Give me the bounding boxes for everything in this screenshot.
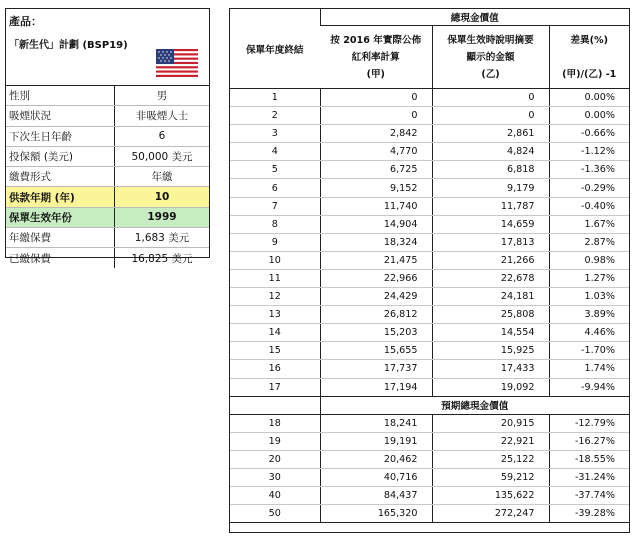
col-header-difference: 差異(%) (甲)/(乙) -1 (549, 26, 629, 89)
cell-year: 20 (230, 450, 320, 468)
info-row (6, 187, 209, 207)
cell-actual: 14,904 (320, 215, 432, 233)
cell-year: 15 (230, 342, 320, 360)
cell-actual: 15,655 (320, 342, 432, 360)
cell-year: 8 (230, 215, 320, 233)
table-row (230, 342, 629, 360)
cell-illustrated: 59,212 (432, 468, 549, 486)
cell-difference: 0.98% (549, 251, 629, 269)
cell-year: 12 (230, 288, 320, 306)
cell-year: 18 (230, 414, 320, 432)
cell-illustrated: 25,122 (432, 450, 549, 468)
cell-illustrated: 14,659 (432, 215, 549, 233)
cell-actual: 22,966 (320, 269, 432, 287)
cell-illustrated: 2,861 (432, 125, 549, 143)
cell-illustrated: 135,622 (432, 486, 549, 504)
cell-illustrated: 272,247 (432, 505, 549, 523)
cell-difference: 1.67% (549, 215, 629, 233)
info-label: 繳費形式 (6, 167, 115, 187)
table-row (230, 414, 629, 432)
info-row (6, 207, 209, 227)
cell-illustrated: 6,818 (432, 161, 549, 179)
cell-difference: 1.27% (549, 269, 629, 287)
cell-year: 9 (230, 233, 320, 251)
cell-difference: 1.74% (549, 360, 629, 378)
cell-year: 40 (230, 486, 320, 504)
cash-value-table (230, 9, 629, 523)
cell-year: 19 (230, 432, 320, 450)
cell-illustrated: 21,266 (432, 251, 549, 269)
info-label: 供款年期 (年) (6, 187, 115, 207)
info-value: 50,000 美元 (115, 146, 210, 166)
info-row (6, 248, 209, 268)
cell-difference: 4.46% (549, 324, 629, 342)
cell-difference: -37.74% (549, 486, 629, 504)
info-row (6, 126, 209, 146)
cell-actual: 4,770 (320, 143, 432, 161)
us-flag-icon (156, 49, 198, 77)
col-header-actual: 按 2016 年實際公佈 紅利率計算 (甲) (320, 26, 432, 89)
table-row (230, 251, 629, 269)
cell-actual: 11,740 (320, 197, 432, 215)
cell-actual: 19,191 (320, 432, 432, 450)
info-row (6, 146, 209, 166)
group-header-projected: 預期總現金價值 (320, 396, 629, 414)
info-value: 年繳 (115, 167, 210, 187)
cell-actual: 2,842 (320, 125, 432, 143)
table-row (230, 269, 629, 287)
table-row (230, 378, 629, 396)
info-label: 下次生日年齡 (6, 126, 115, 146)
info-value: 男 (115, 86, 210, 106)
cell-year: 14 (230, 324, 320, 342)
cell-difference: -0.29% (549, 179, 629, 197)
cell-actual: 20,462 (320, 450, 432, 468)
table-row (230, 107, 629, 125)
table-row (230, 468, 629, 486)
table-row (230, 197, 629, 215)
cell-difference: -1.70% (549, 342, 629, 360)
table-row (230, 450, 629, 468)
cell-difference: -16.27% (549, 432, 629, 450)
cell-actual: 84,437 (320, 486, 432, 504)
cell-illustrated: 17,433 (432, 360, 549, 378)
info-label: 投保額 (美元) (6, 146, 115, 166)
table-row (230, 179, 629, 197)
table-row (230, 161, 629, 179)
cell-illustrated: 0 (432, 107, 549, 125)
cell-illustrated: 9,179 (432, 179, 549, 197)
cell-year: 3 (230, 125, 320, 143)
cell-difference: 3.89% (549, 306, 629, 324)
cell-year: 10 (230, 251, 320, 269)
table-row (230, 215, 629, 233)
col-header-illustrated: 保單生效時說明摘要 顯示的金額 (乙) (432, 26, 549, 89)
product-header (6, 9, 209, 86)
cell-year: 2 (230, 107, 320, 125)
info-value: 1999 (115, 207, 210, 227)
cell-year: 11 (230, 269, 320, 287)
info-row (6, 228, 209, 248)
cell-year: 30 (230, 468, 320, 486)
cell-year: 4 (230, 143, 320, 161)
cell-actual: 17,194 (320, 378, 432, 396)
info-value: 6 (115, 126, 210, 146)
cell-difference: -39.28% (549, 505, 629, 523)
cell-year: 5 (230, 161, 320, 179)
cell-difference: 0.00% (549, 107, 629, 125)
projected-rows (230, 414, 629, 523)
info-row (6, 167, 209, 187)
table-row (230, 233, 629, 251)
cell-difference: -1.36% (549, 161, 629, 179)
info-value: 10 (115, 187, 210, 207)
cell-difference: 2.87% (549, 233, 629, 251)
cell-actual: 24,429 (320, 288, 432, 306)
cell-year: 1 (230, 89, 320, 107)
cell-actual: 0 (320, 89, 432, 107)
cell-illustrated: 22,678 (432, 269, 549, 287)
cell-actual: 17,737 (320, 360, 432, 378)
cell-actual: 9,152 (320, 179, 432, 197)
cell-year: 6 (230, 179, 320, 197)
cell-illustrated: 25,808 (432, 306, 549, 324)
cell-illustrated: 11,787 (432, 197, 549, 215)
cell-difference: -0.66% (549, 125, 629, 143)
cell-illustrated: 19,092 (432, 378, 549, 396)
table-row (230, 486, 629, 504)
group-header-total-cash-value: 總現金價值 (320, 9, 629, 26)
cell-difference: -12.79% (549, 414, 629, 432)
cell-actual: 21,475 (320, 251, 432, 269)
cell-difference: -18.55% (549, 450, 629, 468)
col-header-year: 保單年度終結 (230, 9, 320, 89)
table-row (230, 505, 629, 523)
cell-year: 16 (230, 360, 320, 378)
policy-info-table (6, 86, 209, 268)
cell-year: 7 (230, 197, 320, 215)
info-row (6, 106, 209, 126)
info-label: 年繳保費 (6, 228, 115, 248)
cell-actual: 15,203 (320, 324, 432, 342)
info-label: 性別 (6, 86, 115, 106)
cell-actual: 26,812 (320, 306, 432, 324)
table-row (230, 125, 629, 143)
cell-year: 13 (230, 306, 320, 324)
cell-illustrated: 20,915 (432, 414, 549, 432)
cell-illustrated: 0 (432, 89, 549, 107)
actual-rows (230, 89, 629, 397)
product-name: 「新生代」計劃 (BSP19) (9, 40, 128, 51)
table-row (230, 288, 629, 306)
info-value: 非吸煙人士 (115, 106, 210, 126)
cell-illustrated: 15,925 (432, 342, 549, 360)
cell-difference: -0.40% (549, 197, 629, 215)
info-label: 吸煙狀況 (6, 106, 115, 126)
product-label: 產品： (9, 15, 42, 28)
table-row (230, 360, 629, 378)
table-row (230, 143, 629, 161)
table-row (230, 306, 629, 324)
cell-illustrated: 14,554 (432, 324, 549, 342)
cell-actual: 18,241 (320, 414, 432, 432)
info-value: 1,683 美元 (115, 228, 210, 248)
cell-actual: 0 (320, 107, 432, 125)
table-row (230, 432, 629, 450)
cell-year: 17 (230, 378, 320, 396)
cell-illustrated: 17,813 (432, 233, 549, 251)
info-label: 已繳保費 (9, 252, 51, 265)
cell-difference: 0.00% (549, 89, 629, 107)
cell-illustrated: 24,181 (432, 288, 549, 306)
cell-difference: 1.03% (549, 288, 629, 306)
cell-actual: 165,320 (320, 505, 432, 523)
product-info-panel (5, 8, 210, 265)
cell-illustrated: 22,921 (432, 432, 549, 450)
cell-difference: -1.12% (549, 143, 629, 161)
cell-difference: -31.24% (549, 468, 629, 486)
info-label: 保單生效年份 (6, 207, 115, 227)
table-row (230, 89, 629, 107)
cell-actual: 18,324 (320, 233, 432, 251)
table-row (230, 324, 629, 342)
cell-actual: 40,716 (320, 468, 432, 486)
cell-year: 50 (230, 505, 320, 523)
cell-difference: -9.94% (549, 378, 629, 396)
cell-actual: 6,725 (320, 161, 432, 179)
cell-illustrated: 4,824 (432, 143, 549, 161)
info-value: 16,825 美元 (115, 248, 210, 268)
info-row (6, 86, 209, 106)
cash-value-table-panel (229, 8, 630, 533)
